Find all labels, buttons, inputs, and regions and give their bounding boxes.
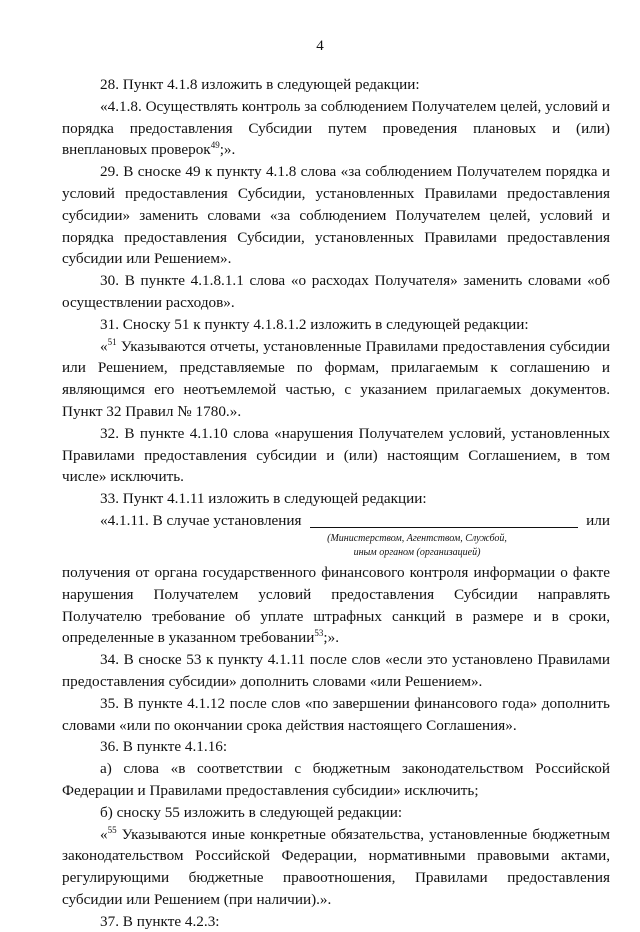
paragraph-tail: ;».	[323, 629, 339, 647]
paragraph	[62, 96, 610, 161]
paragraph	[62, 314, 610, 336]
paragraph	[62, 488, 610, 510]
paragraph	[62, 911, 610, 932]
fill-line-caption-1: (Министерством, Агентством, Службой,	[327, 532, 507, 544]
fill-line-lead: «4.1.11. В случае установления	[100, 511, 302, 529]
paragraph	[62, 802, 610, 824]
paragraph-text: 33. Пункт 4.1.11 изложить в следующей редакции:	[100, 490, 427, 508]
quote-open: «	[100, 337, 108, 355]
paragraph	[62, 270, 610, 314]
paragraph	[62, 336, 610, 423]
fill-in-line	[62, 510, 610, 532]
paragraph	[62, 74, 610, 96]
paragraph-tail: ;».	[219, 141, 236, 159]
paragraph-text: получения от органа государственного финансового контроля информации о факте нарушения Получателем условий предоставления Субсидии направлять Получателю требование об уплате штрафных санкций в размере и в сроки, определенные в указанном требовании	[62, 563, 610, 647]
paragraph	[62, 758, 610, 802]
paragraph	[62, 161, 610, 270]
paragraph-text: 30. В пункте 4.1.8.1.1 слова «о расходах Получателя» заменить словами «об осуществлении расходов».	[62, 272, 610, 311]
paragraph-text: 28. Пункт 4.1.8 изложить в следующей редакции:	[100, 76, 420, 93]
paragraph-text: 35. В пункте 4.1.12 после слов «по завершении финансового года» дополнить словами «или по окончании срока действия настоящего Соглашения».	[62, 694, 610, 734]
paragraph-group-2	[62, 562, 610, 932]
document-body	[62, 74, 610, 932]
paragraph-group-1	[62, 74, 610, 510]
paragraph-text: 31. Сноску 51 к пункту 4.1.8.1.2 изложить в следующей редакции:	[100, 315, 529, 333]
paragraph-text: б) сноску 55 изложить в следующей редакции:	[100, 803, 403, 821]
paragraph-text: 36. В пункте 4.1.16:	[100, 738, 228, 756]
paragraph-text: 37. В пункте 4.2.3:	[100, 912, 220, 930]
paragraph	[62, 824, 610, 911]
paragraph-text: а) слова «в соответствии с бюджетным законодательством Российской Федерации и Правилами предоставления субсидии» исключить;	[62, 760, 610, 799]
paragraph-text: 34. В сноске 53 к пункту 4.1.11 после слов «если это установлено Правилами предоставления субсидии» дополнить словами «или Решением».	[62, 651, 610, 690]
fill-line-tail: или	[586, 511, 610, 529]
footnote-ref: 53	[314, 628, 324, 639]
paragraph	[62, 649, 610, 693]
paragraph	[62, 736, 610, 758]
paragraph-text: 29. В сноске 49 к пункту 4.1.8 слова «за соблюдением Получателем порядка и условий предоставления Субсидии, установленных Правилами предоставления субсидии» заменить словами «за соблюдением Получателем целей, условий и порядка предоставления Субсидии, установленных Правилами предоставления субсидии или Решением».	[62, 163, 610, 268]
blank-underline	[310, 527, 578, 528]
paragraph	[62, 562, 610, 649]
footnote-ref: 49	[210, 140, 220, 151]
paragraph-text: Указываются иные конкретные обязательства, установленные бюджетным законодательством Российской Федерации, нормативными правовыми актами, регулирующими бюджетные правоотношения, Правилами предоставления субсидии или Решением (при наличии).».	[62, 825, 610, 908]
paragraph	[62, 423, 610, 488]
fill-line-caption-2: иным органом (организацией)	[353, 546, 481, 558]
fill-line-caption	[262, 532, 572, 560]
page-number: 4	[316, 38, 324, 54]
paragraph	[62, 693, 610, 737]
paragraph-text: «4.1.8. Осуществлять контроль за соблюдением Получателем целей, условий и порядка предоставления Субсидии путем проведения плановых и (или) внеплановых проверок	[62, 97, 610, 159]
paragraph-text: 32. В пункте 4.1.10 слова «нарушения Получателем условий, установленных Правилами предоставления субсидии и (или) настоящим Соглашением, в том числе» исключить.	[62, 424, 610, 486]
footnote-ref: 51	[107, 336, 117, 347]
paragraph-text: Указываются отчеты, установленные Правилами предоставления субсидии или Решением, представляемые по формам, прилагаемым к соглашению и являющимся его неотъемлемой частью, с указанием прилагаемых документов. Пункт 32 Правил № 1780.».	[62, 337, 610, 420]
quote-open: «	[100, 825, 108, 843]
footnote-ref: 55	[107, 824, 117, 835]
